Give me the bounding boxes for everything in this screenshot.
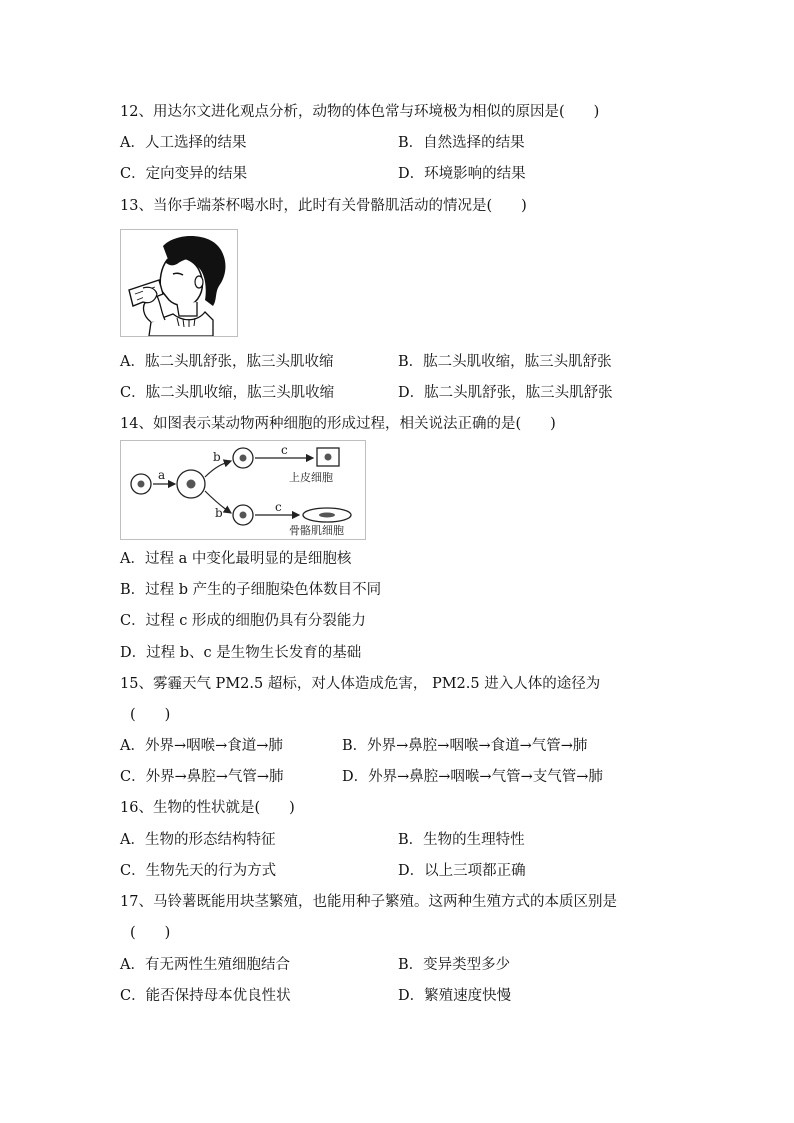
cell-diagram-svg <box>121 441 365 539</box>
question-12-stem: 12、用达尔文进化观点分析，动物的体色常与环境极为相似的原因是( ) <box>120 104 600 120</box>
process-c-upper-label: c <box>281 443 288 457</box>
skeletal-muscle-cell-label: 骨骼肌细胞 <box>289 524 344 537</box>
question-14-option-d: D．过程 b、c 是生物生长发育的基础 <box>120 645 362 661</box>
question-16-option-c: C．生物先天的行为方式 <box>120 863 277 879</box>
question-17-option-c: C．能否保持母本优良性状 <box>120 988 291 1004</box>
question-15-answer-blank: ( ) <box>130 707 171 723</box>
epithelial-cell-label: 上皮细胞 <box>289 471 333 484</box>
question-17-stem: 17、马铃薯既能用块茎繁殖，也能用种子繁殖。这两种生殖方式的本质区别是 <box>120 894 617 910</box>
process-b-lower-label: b <box>215 506 223 520</box>
cell-formation-diagram <box>120 440 366 540</box>
question-17-answer-blank: ( ) <box>130 925 171 941</box>
question-14-option-a: A．过程 a 中变化最明显的是细胞核 <box>120 551 352 567</box>
question-13-option-a: A．肱二头肌舒张，肱三头肌收缩 <box>120 354 334 370</box>
question-13-option-c: C．肱二头肌收缩，肱三头肌收缩 <box>120 385 335 401</box>
question-16-stem: 16、生物的性状就是( ) <box>120 800 295 816</box>
question-12-option-b: B．自然选择的结果 <box>398 135 525 151</box>
question-13-stem: 13、当你手端茶杯喝水时，此时有关骨骼肌活动的情况是( ) <box>120 198 527 214</box>
question-17-option-a: A．有无两性生殖细胞结合 <box>120 957 290 973</box>
question-16-option-b: B．生物的生理特性 <box>398 832 525 848</box>
question-15-option-a: A．外界→咽喉→食道→肺 <box>120 738 283 754</box>
question-15-option-d: D．外界→鼻腔→咽喉→气管→支气管→肺 <box>342 769 603 785</box>
question-12-option-c: C．定向变异的结果 <box>120 166 248 182</box>
person-drinking-icon <box>121 230 237 336</box>
question-12-option-a: A．人工选择的结果 <box>120 135 247 151</box>
question-15-stem: 15、雾霾天气 PM2.5 超标，对人体造成危害， PM2.5 进入人体的途径为 <box>120 676 601 692</box>
question-15-option-c: C．外界→鼻腔→气管→肺 <box>120 769 284 785</box>
process-a-label: a <box>158 468 166 482</box>
question-16-option-d: D．以上三项都正确 <box>398 863 526 879</box>
question-15-option-b: B．外界→鼻腔→咽喉→食道→气管→肺 <box>342 738 588 754</box>
question-12-option-d: D．环境影响的结果 <box>398 166 526 182</box>
question-13-option-b: B．肱二头肌收缩，肱三头肌舒张 <box>398 354 612 370</box>
drinking-illustration <box>120 229 238 337</box>
question-17-option-d: D．繁殖速度快慢 <box>398 988 512 1004</box>
process-b-upper-label: b <box>213 450 221 464</box>
question-16-option-a: A．生物的形态结构特征 <box>120 832 276 848</box>
question-17-option-b: B．变异类型多少 <box>398 957 511 973</box>
question-13-option-d: D．肱二头肌舒张，肱三头肌舒张 <box>398 385 613 401</box>
question-14-option-c: C．过程 c 形成的细胞仍具有分裂能力 <box>120 613 366 629</box>
question-14-option-b: B．过程 b 产生的子细胞染色体数目不同 <box>120 582 382 598</box>
question-14-stem: 14、如图表示某动物两种细胞的形成过程，相关说法正确的是( ) <box>120 416 556 432</box>
process-c-lower-label: c <box>275 500 282 514</box>
